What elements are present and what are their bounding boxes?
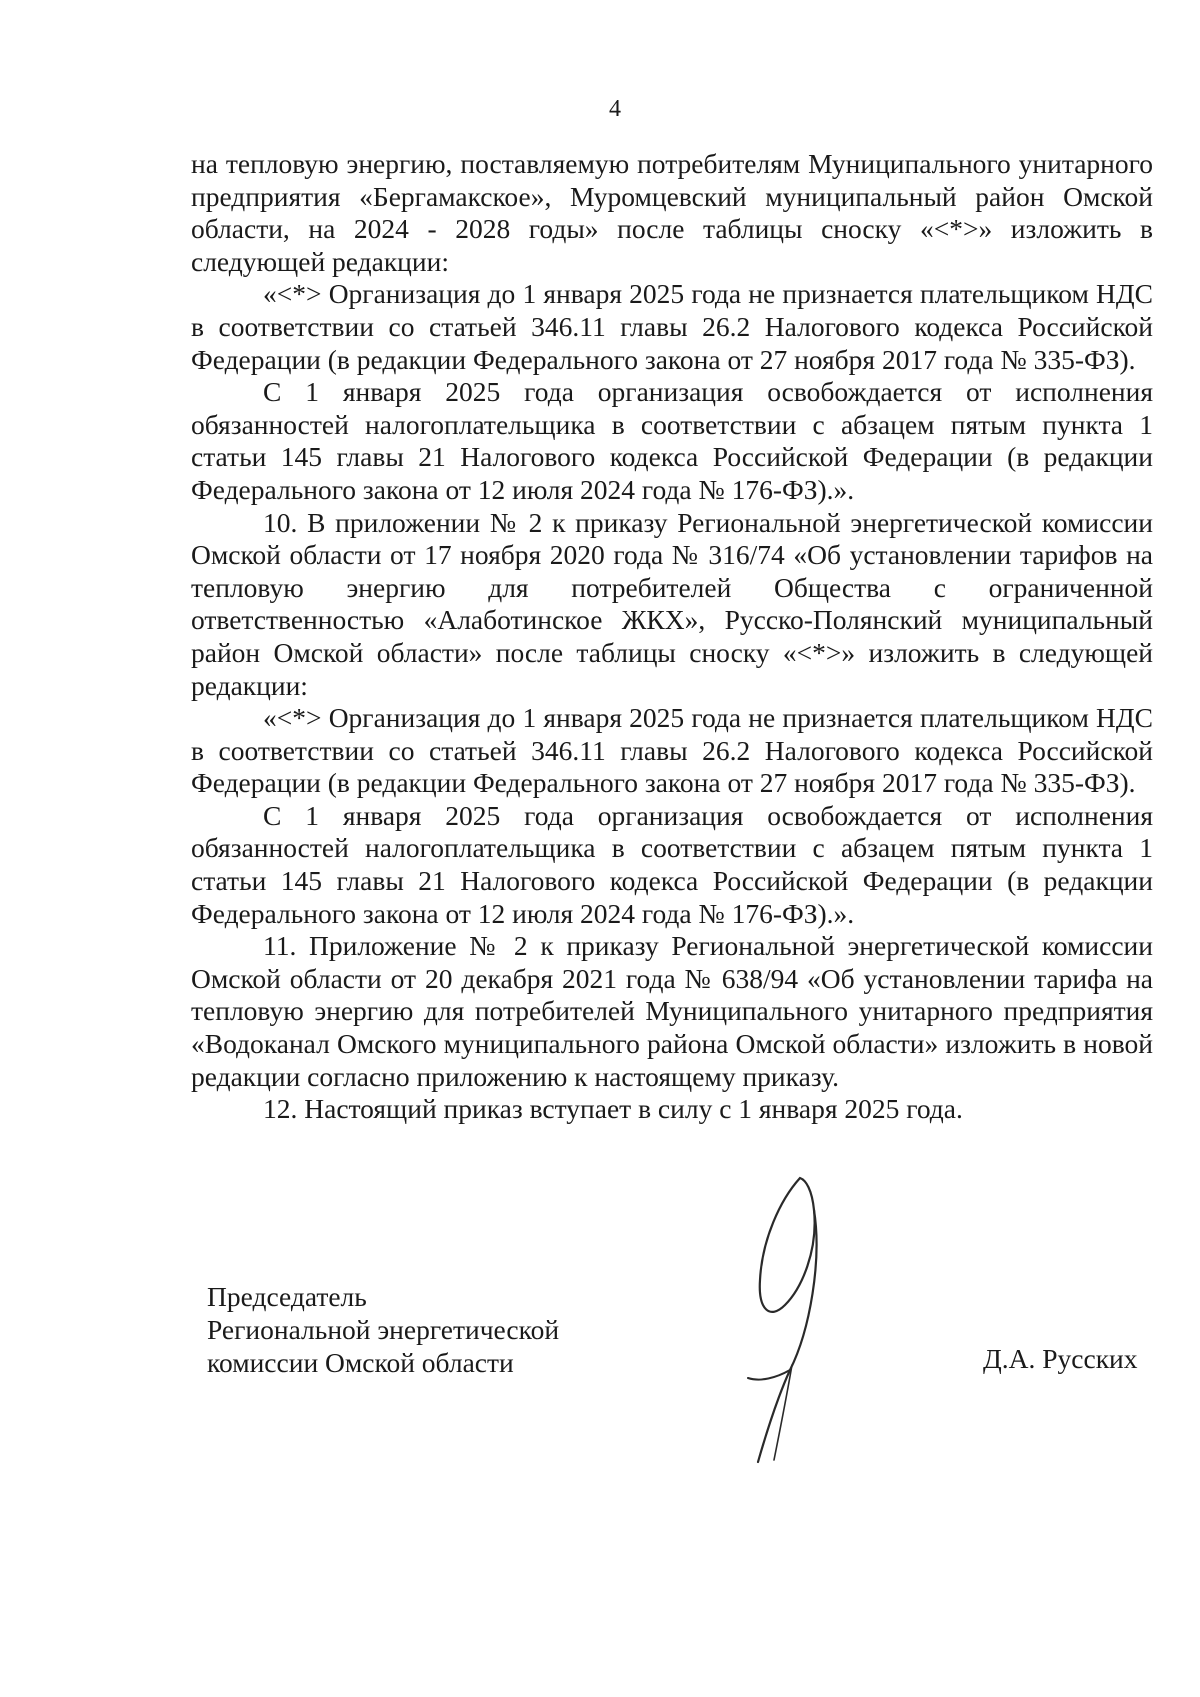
signer-name: Д.А. Русских [983,1343,1138,1374]
signature-position-line: Региональной энергетической [207,1313,560,1345]
paragraph-footnote-quote: «<*> Организация до 1 января 2025 года не признается плательщиком НДС в соответствии со статьей 346.11 главы 26.2 Налогового кодекса Российской Федерации (в редакции Федерального закона от 27 ноября 2017 года № 335-ФЗ). [191,702,1153,799]
paragraph-item-11: 11. Приложение № 2 к приказу Региональной энергетической комиссии Омской области от 20 декабря 2021 года № 638/94 «Об установлении тарифа на тепловую энергию для потребителей Муниципального унитарного предприятия «Водоканал Омского муниципального района Омской области» изложить в новой редакции согласно приложению к настоящему приказу. [191,930,1153,1092]
paragraph-vat-exemption: С 1 января 2025 года организация освобождается от исполнения обязанностей налогоплательщика в соответствии с абзацем пятым пункта 1 статьи 145 главы 21 Налогового кодекса Российской Федерации (в редакции Федерального закона от 12 июля 2024 года № 176-ФЗ).». [191,799,1153,929]
paragraph-footnote-quote: «<*> Организация до 1 января 2025 года не признается плательщиком НДС в соответствии со статьей 346.11 главы 26.2 Налогового кодекса Российской Федерации (в редакции Федерального закона от 27 ноября 2017 года № 335-ФЗ). [191,278,1153,375]
page-number: 4 [609,96,621,122]
paragraph-continuation: на тепловую энергию, поставляемую потребителям Муниципального унитарного предприятия «Бергамакское», Муромцевский муниципальный район Омской области, на 2024 - 2028 годы» после таблицы сноску «<*>» изложить в следующей редакции: [191,148,1153,277]
signature-position-line: Председатель [207,1281,367,1312]
signature-position [207,1281,559,1379]
handwritten-signature [740,1170,870,1480]
document-body [191,148,1153,1126]
signature-position-line: комиссии Омской области [207,1346,514,1378]
paragraph-item-10: 10. В приложении № 2 к приказу Региональной энергетической комиссии Омской области от 17 ноября 2020 года № 316/74 «Об установлении тарифов на тепловую энергию для потребителей Общества с ограниченной ответственностью «Алаботинское ЖКХ», Русско-Полянский муниципальный район Омской области» после таблицы сноску «<*>» изложить в следующей редакции: [191,506,1153,701]
paragraph-vat-exemption: С 1 января 2025 года организация освобождается от исполнения обязанностей налогоплательщика в соответствии с абзацем пятым пункта 1 статьи 145 главы 21 Налогового кодекса Российской Федерации (в редакции Федерального закона от 12 июля 2024 года № 176-ФЗ).». [191,376,1153,505]
paragraph-item-12: 12. Настоящий приказ вступает в силу с 1 января 2025 года. [263,1093,963,1125]
